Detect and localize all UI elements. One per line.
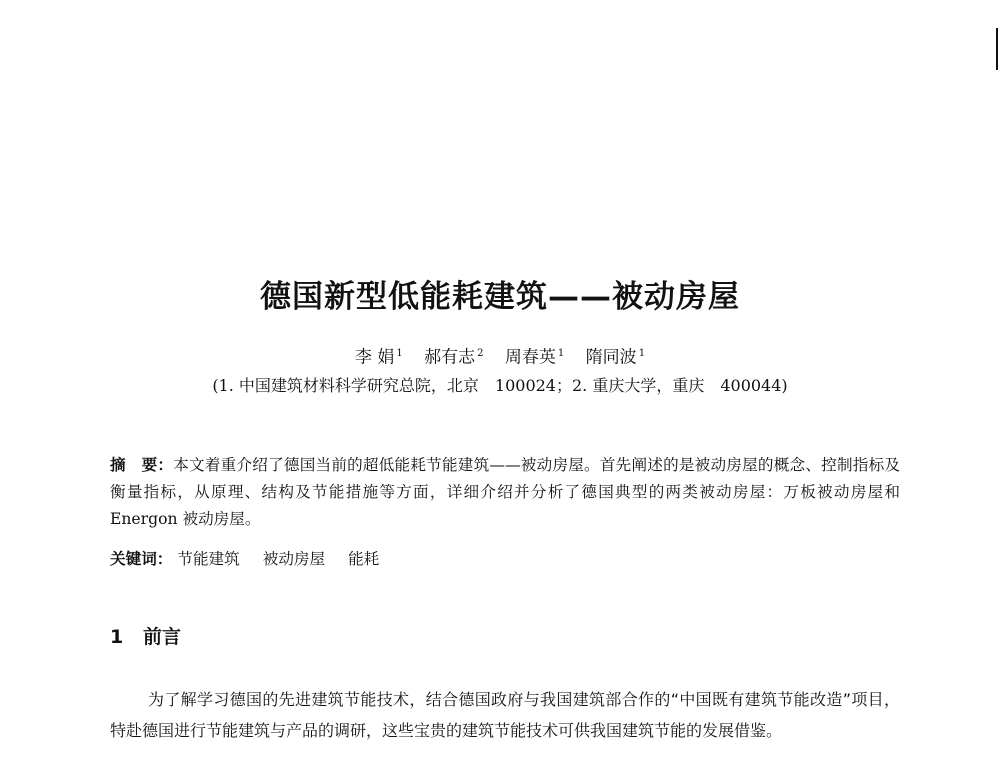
keyword: 节能建筑 <box>177 550 240 568</box>
author-name-text: 李 娟 <box>354 347 395 368</box>
author-affiliation-mark: 1 <box>557 348 565 359</box>
author-affiliation-mark: 1 <box>638 348 646 359</box>
abstract-text: 本文着重介绍了德国当前的超低能耗节能建筑——被动房屋。首先阐述的是被动房屋的概念、控制指标及衡量指标，从原理、结构及节能措施等方面，详细介绍并分析了德国典型的两类被动房屋：万板被动房屋和 Energon 被动房屋。 <box>110 456 900 528</box>
abstract <box>110 452 900 533</box>
section-number: 1 <box>110 625 124 648</box>
keywords <box>110 546 900 572</box>
author-name <box>424 342 483 370</box>
keywords-label: 关键词： <box>110 550 173 568</box>
author-affiliation-mark: 1 <box>396 348 403 359</box>
paper-title: 德国新型低能耗建筑——被动房屋 <box>260 278 740 315</box>
scan-mark <box>996 28 998 70</box>
section-title: 前言 <box>143 625 182 648</box>
author-name-text: 郝有志 <box>424 347 476 368</box>
author-name <box>505 342 564 370</box>
keyword: 被动房屋 <box>262 550 326 568</box>
body-paragraph: 为了解学习德国的先进建筑节能技术，结合德国政府与我国建筑部合作的“中国既有建筑节能改造”项目，特赴德国进行节能建筑与产品的调研，这些宝贵的建筑节能技术可供我国建筑节能的发展借鉴。 <box>110 690 900 740</box>
section-heading <box>110 621 181 653</box>
keyword: 能耗 <box>348 550 380 568</box>
author-name-text: 隋同波 <box>585 347 637 368</box>
abstract-label: 摘 要： <box>110 456 174 474</box>
author-name <box>355 342 403 370</box>
author-affiliation-mark: 2 <box>477 348 484 359</box>
author-name-text: 周春英 <box>504 347 556 368</box>
author-affiliations: (1. 中国建筑材料科学研究总院，北京 100024；2. 重庆大学，重庆 400044) <box>212 376 788 395</box>
author-list <box>0 342 1000 370</box>
author-name <box>586 342 645 370</box>
